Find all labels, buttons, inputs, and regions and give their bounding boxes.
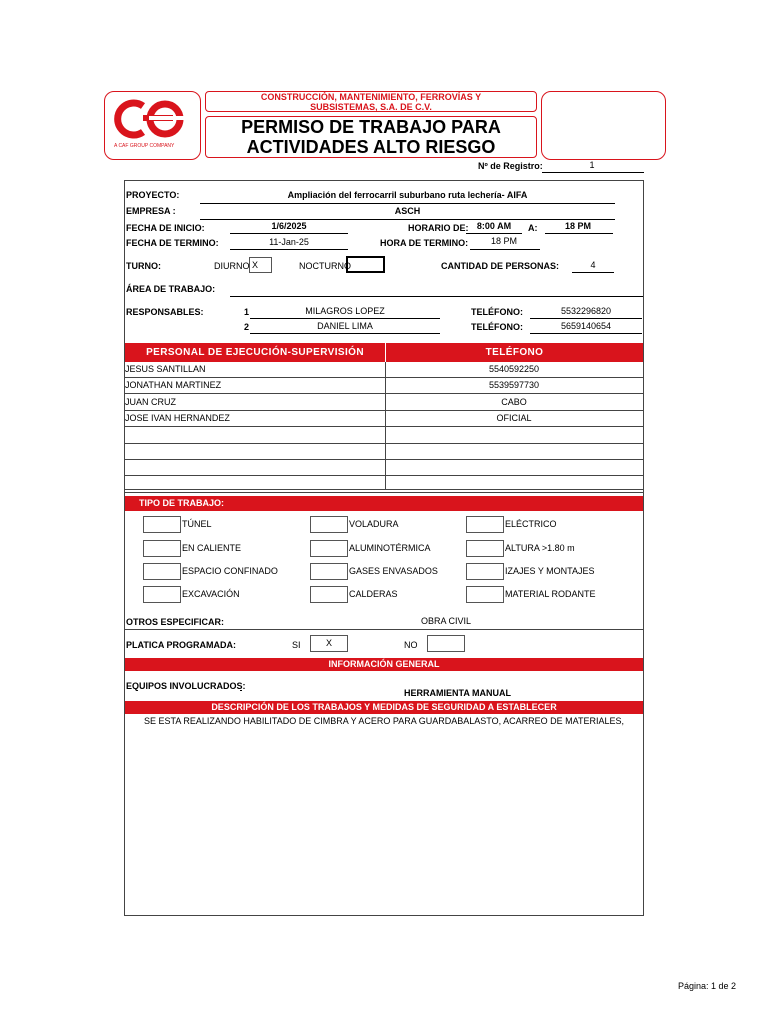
info-general-header-label: INFORMACIÓN GENERAL: [328, 659, 440, 669]
descripcion-header-label: DESCRIPCIÓN DE LOS TRABAJOS Y MEDIDAS DE SEGURIDAD A ESTABLECER: [211, 702, 557, 712]
descripcion-text[interactable]: SE ESTA REALIZANDO HABILITADO DE CIMBRA Y ACERO PARA GUARDABALASTO, ACARREO DE MATERIALES,: [144, 716, 624, 726]
empresa-value[interactable]: ASCH: [394, 206, 421, 216]
empresa-label: EMPRESA :: [126, 206, 176, 216]
tipo-trabajo-checkbox[interactable]: [143, 586, 181, 603]
telefono-header: [386, 343, 643, 362]
page-number: Página: 1 de 2: [677, 981, 736, 991]
cantidad-value[interactable]: 4: [590, 260, 596, 270]
hora-termino-value[interactable]: 18 PM: [490, 236, 517, 246]
si-checkbox[interactable]: [310, 635, 348, 652]
horario-de-value[interactable]: 8:00 AM: [476, 221, 512, 231]
diurno-checkbox[interactable]: [249, 257, 272, 273]
tipo-trabajo-checkbox[interactable]: [466, 586, 504, 603]
fecha-termino-label: FECHA DE TERMINO:: [126, 238, 219, 248]
tipo-trabajo-header-label: TIPO DE TRABAJO:: [139, 498, 225, 508]
tipo-trabajo-label: ELÉCTRICO: [505, 519, 557, 529]
company-logo-icon: [113, 98, 193, 140]
platica-label: PLATICA PROGRAMADA:: [126, 640, 236, 650]
otros-value[interactable]: OBRA CIVIL: [420, 616, 472, 626]
tipo-trabajo-label: EXCAVACIÓN: [182, 589, 240, 599]
tipo-trabajo-label: TÚNEL: [182, 519, 212, 529]
hora-termino-label: HORA DE TERMINO:: [380, 238, 469, 248]
personal-header: [125, 343, 385, 362]
table-row[interactable]: [125, 378, 643, 394]
table-row[interactable]: [125, 428, 643, 444]
tipo-trabajo-checkbox[interactable]: [310, 586, 348, 603]
personal-name-cell[interactable]: JESUS SANTILLAN: [125, 364, 206, 374]
logo-tagline: A CAF GROUP COMPANY: [114, 143, 175, 149]
company-name-box: [205, 91, 537, 112]
personal-name-cell[interactable]: JUAN CRUZ: [125, 396, 176, 407]
tipo-trabajo-checkbox[interactable]: [466, 516, 504, 533]
equipos-value[interactable]: HERRAMIENTA MANUAL: [404, 688, 511, 698]
cantidad-label: CANTIDAD DE PERSONAS:: [441, 261, 560, 271]
horario-a-value[interactable]: 18 PM: [564, 221, 591, 231]
registro-label: Nº de Registro:: [478, 161, 543, 171]
telefono-header-label: TELÉFONO: [485, 347, 544, 358]
fecha-termino-value[interactable]: 11-Jan-25: [269, 237, 309, 247]
logo-box: [104, 91, 201, 160]
diurno-label: DIURNO: [214, 261, 250, 271]
tipo-trabajo-label: IZAJES Y MONTAJES: [505, 566, 595, 576]
personal-tel-cell[interactable]: OFICIAL: [496, 413, 532, 424]
diurno-mark: X: [252, 260, 259, 270]
no-checkbox[interactable]: [427, 635, 465, 652]
tipo-trabajo-header: [125, 496, 643, 511]
responsable-1-tel-label: TELÉFONO:: [471, 307, 523, 317]
tipo-trabajo-label: ALTURA >1.80 m: [505, 543, 575, 553]
responsable-2-tel-label: TELÉFONO:: [471, 322, 523, 332]
fecha-inicio-label: FECHA DE INICIO:: [126, 223, 205, 233]
tipo-trabajo-checkbox[interactable]: [310, 516, 348, 533]
table-row[interactable]: [125, 362, 643, 378]
area-field[interactable]: [230, 296, 643, 297]
proyecto-value[interactable]: Ampliación del ferrocarril suburbano ruta lechería- AIFA: [287, 190, 528, 200]
tipo-trabajo-checkbox[interactable]: [143, 563, 181, 580]
tipo-trabajo-label: VOLADURA: [349, 519, 399, 529]
descripcion-header: [125, 701, 643, 714]
tipo-trabajo-label: MATERIAL RODANTE: [505, 589, 596, 599]
responsable-1-num: 1: [244, 307, 250, 317]
tipo-trabajo-checkbox[interactable]: [310, 563, 348, 580]
personal-name-cell[interactable]: JONATHAN MARTINEZ: [125, 380, 222, 391]
responsables-label: RESPONSABLES:: [126, 307, 204, 317]
table-row[interactable]: [125, 477, 643, 493]
tipo-trabajo-checkbox[interactable]: [143, 540, 181, 557]
table-row[interactable]: [125, 444, 643, 460]
tipo-trabajo-checkbox[interactable]: [143, 516, 181, 533]
info-general-header: [125, 658, 643, 671]
area-label: ÁREA DE TRABAJO:: [126, 284, 216, 294]
personal-name-cell[interactable]: JOSE IVAN HERNANDEZ: [125, 413, 230, 424]
responsable-2-num: 2: [244, 322, 250, 332]
blank-stamp-box: [541, 91, 666, 160]
responsable-2-name[interactable]: DANIEL LIMA: [317, 321, 373, 331]
table-row[interactable]: [125, 411, 643, 427]
company-name: CONSTRUCCIÓN, MANTENIMIENTO, FERROVÍAS Y SUBSISTEMAS, S.A. DE C.V.: [260, 92, 482, 112]
si-mark: X: [325, 638, 332, 648]
responsable-1-name[interactable]: MILAGROS LOPEZ: [305, 306, 385, 316]
registro-value[interactable]: 1: [589, 160, 595, 170]
fecha-inicio-value[interactable]: 1/6/2025: [271, 221, 307, 231]
table-row[interactable]: [125, 460, 643, 476]
proyecto-label: PROYECTO:: [126, 190, 180, 200]
page-title-line-2: ACTIVIDADES ALTO RIESGO: [246, 137, 496, 157]
turno-label: TURNO:: [126, 261, 161, 271]
tipo-trabajo-checkbox[interactable]: [466, 540, 504, 557]
tipo-trabajo-label: EN CALIENTE: [182, 543, 242, 553]
no-label: NO: [404, 640, 418, 650]
personal-header-name: PERSONAL DE EJECUCIÓN-SUPERVISIÓN: [146, 347, 364, 358]
personal-tel-cell[interactable]: CABO: [501, 396, 527, 407]
otros-label: OTROS ESPECIFICAR:: [126, 617, 225, 627]
si-label: SI: [292, 640, 301, 650]
equipos-field[interactable]: [240, 690, 242, 691]
nocturno-label: NOCTURNO: [299, 261, 351, 271]
tipo-trabajo-label: ESPACIO CONFINADO: [182, 566, 278, 576]
nocturno-checkbox[interactable]: [346, 256, 385, 273]
title-box: [205, 116, 537, 158]
horario-label: HORARIO DE:: [408, 223, 469, 233]
horario-a-label: A:: [528, 223, 538, 233]
table-row[interactable]: [125, 395, 643, 411]
tipo-trabajo-label: GASES ENVASADOS: [349, 566, 438, 576]
equipos-label: EQUIPOS INVOLUCRADOS:: [126, 681, 246, 691]
page-title-line-1: PERMISO DE TRABAJO PARA: [241, 117, 501, 137]
tipo-trabajo-checkbox[interactable]: [310, 540, 348, 557]
personal-tel-cell[interactable]: 5539597730: [488, 380, 540, 391]
personal-tel-cell[interactable]: 5540592250: [488, 364, 540, 374]
tipo-trabajo-checkbox[interactable]: [466, 563, 504, 580]
responsable-2-tel[interactable]: 5659140654: [560, 321, 612, 331]
tipo-trabajo-label: CALDERAS: [349, 589, 398, 599]
responsable-1-tel[interactable]: 5532296820: [560, 306, 612, 316]
tipo-trabajo-label: ALUMINOTÉRMICA: [349, 543, 431, 553]
